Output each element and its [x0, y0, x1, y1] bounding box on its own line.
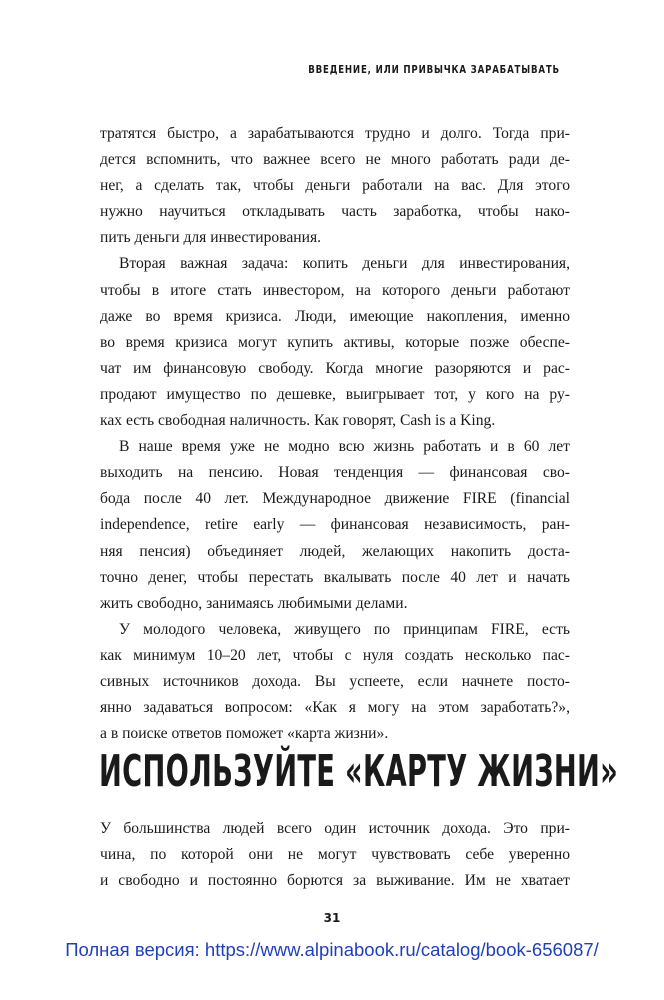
text-line: тратятся быстро, а зарабатываются трудно и долго. Тогда при- [100, 125, 570, 142]
page-number: 31 [323, 911, 341, 925]
running-head: ВВЕДЕНИЕ, ИЛИ ПРИВЫЧКА ЗАРАБАТЫВАТЬ [308, 64, 560, 76]
paragraph-3 [100, 434, 570, 617]
text-line: чат им финансовую свободу. Когда многие разоряются и рас- [100, 359, 570, 377]
text-line: во время кризиса могут купить активы, которые позже обеспе- [100, 333, 570, 351]
text-line: В наше время уже не модно всю жизнь работать и в 60 лет [119, 438, 570, 456]
text-line: ках есть свободная наличность. Как говорят, Cash is a King. [100, 412, 496, 430]
text-line: нег, а сделать так, чтобы деньги работали на вас. Для этого [100, 177, 570, 195]
text-line: Вторая важная задача: копить деньги для инвестирования, [119, 255, 570, 273]
text-line: как минимум 10–20 лет, чтобы с нуля создать несколько пас- [100, 646, 570, 664]
text-line: чина, по которой они не могут чувствовать себе уверенно [100, 846, 570, 864]
text-line: точно денег, чтобы перестать вкалывать после 40 лет и начать [100, 568, 570, 586]
text-line: сивных источников дохода. Вы успеете, если начнете посто- [100, 672, 570, 690]
text-line: чтобы в итоге стать инвестором, на которого деньги работают [100, 281, 570, 299]
text-line: а в поиске ответов поможет «карта жизни». [100, 725, 389, 743]
body-text [100, 121, 570, 747]
text-line: даже во время кризиса. Люди, имеющие накопления, именно [100, 307, 570, 325]
section-text [100, 816, 570, 894]
text-line: бода после 40 лет. Международное движение FIRE (financial [100, 490, 570, 508]
text-line: У молодого человека, живущего по принципам FIRE, есть [119, 620, 570, 638]
paragraph-1 [100, 121, 570, 251]
text-line: янно задаваться вопросом: «Как я могу на этом заработать?», [100, 699, 570, 717]
text-line: жить свободно, занимаясь любимыми делами. [100, 594, 408, 612]
text-line: У большинства людей всего один источник дохода. Это при- [100, 820, 570, 837]
text-line: дется вспомнить, что важнее всего не много работать ради де- [100, 151, 570, 169]
paragraph-2 [100, 251, 570, 434]
text-line: пить деньги для инвестирования. [100, 229, 322, 247]
text-line: independence, retire early — финансовая независимость, ран- [100, 516, 570, 534]
paragraph-4 [100, 617, 570, 747]
text-line: нужно научиться откладывать часть заработка, чтобы нако- [100, 203, 570, 221]
text-line: и свободно и постоянно борются за выживание. Им не хватает [100, 872, 570, 890]
text-line: продают имущество по дешевке, выигрывает тот, у кого на ру- [100, 385, 570, 403]
section-heading: ИСПОЛЬЗУЙТЕ «КАРТУ ЖИЗНИ» [99, 746, 619, 797]
full-version-link[interactable]: Полная версия: https://www.alpinabook.ru/catalog/book-656087/ [65, 939, 599, 960]
text-line: выходить на пенсию. Новая тенденция — финансовая сво- [100, 464, 570, 482]
text-line: няя пенсия) объединяет людей, желающих накопить доста- [100, 542, 570, 560]
